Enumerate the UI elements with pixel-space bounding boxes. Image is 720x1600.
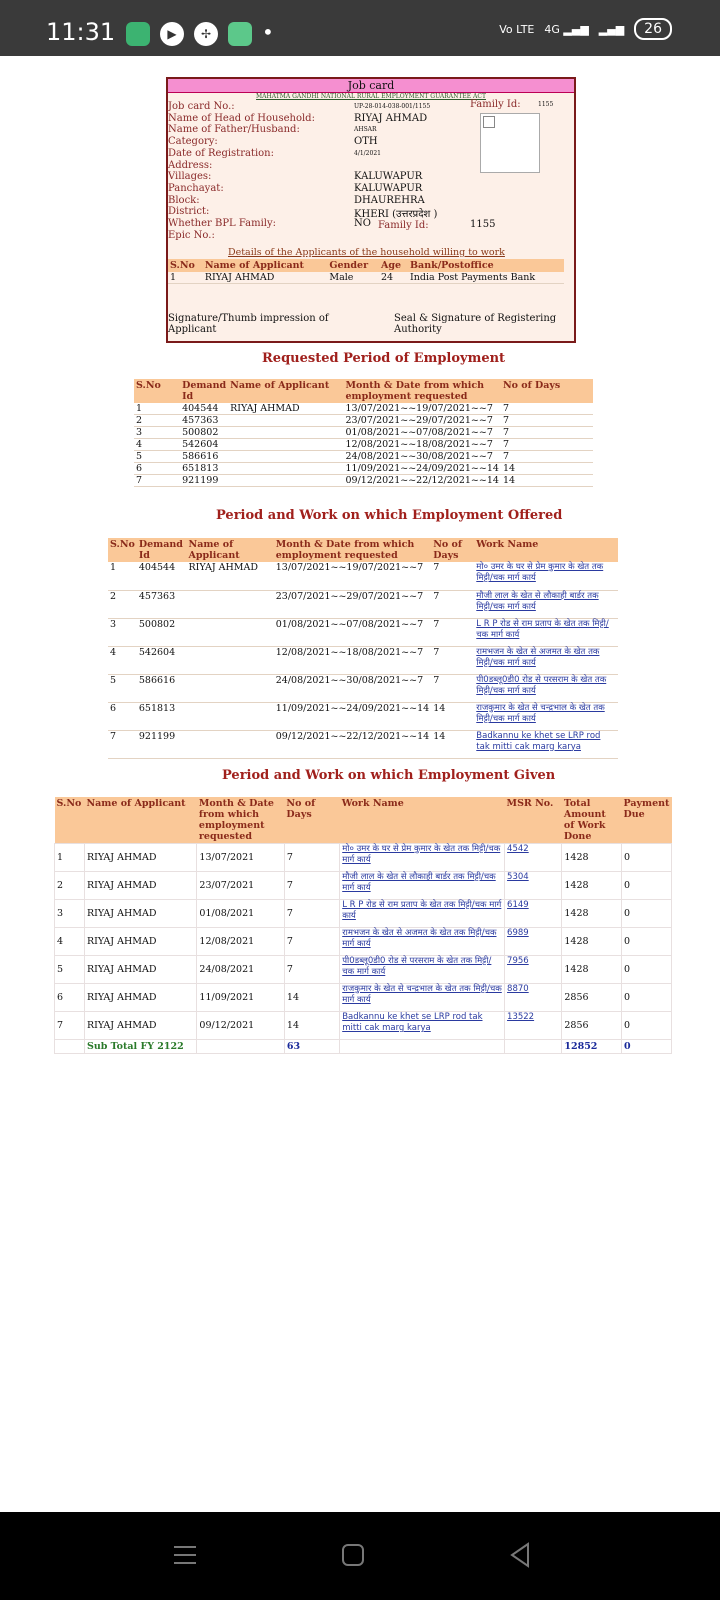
table-cell: 921199 <box>137 730 187 758</box>
table-cell: 0 <box>621 928 671 956</box>
status-time: 11:31 <box>46 18 116 46</box>
table-link[interactable]: L R P रोड से राम प्रताप के खेत तक मिट्टी/चक मार्ग कार्य <box>340 900 505 928</box>
table-cell: 2856 <box>562 984 622 1012</box>
table-cell: 12/08/2021~~18/08/2021~~7 <box>343 439 500 451</box>
table-link[interactable]: मौजी लाल के खेत से लौकाही बार्डर तक मिट्टी/चक मार्ग कार्य <box>474 590 618 618</box>
table-cell: RIYAJ AHMAD <box>203 272 328 284</box>
table-cell <box>228 463 343 475</box>
page-content <box>0 56 720 1512</box>
column-header: Work Name <box>474 538 618 562</box>
table-cell: RIYAJ AHMAD <box>84 900 196 928</box>
family-id-value: 1155 <box>538 101 554 108</box>
grid-icon: ✢ <box>194 22 218 46</box>
column-header: S.No <box>55 797 85 844</box>
table-cell: 3 <box>108 618 137 646</box>
column-header: S.No <box>108 538 137 562</box>
menu-icon[interactable] <box>170 1540 200 1570</box>
table-row <box>55 956 672 984</box>
family-id-label: Family Id: <box>470 99 521 110</box>
table-cell: 14 <box>501 463 593 475</box>
table-cell: 01/08/2021~~07/08/2021~~7 <box>343 427 500 439</box>
family-id-label-2: Family Id: <box>378 220 429 231</box>
subtotal-row <box>55 1040 672 1054</box>
table-cell: 14 <box>431 730 474 758</box>
signature-label: Signature/Thumb impression of Applicant <box>168 313 329 335</box>
column-header: S.No <box>134 379 180 403</box>
column-header: S.No <box>168 259 203 272</box>
table-link[interactable]: पी0डब्लू0डी0 रोड से परसराम के खेत तक मिट्टी/चक मार्ग कार्य <box>474 674 618 702</box>
table-row <box>55 928 672 956</box>
column-header: Payment Due <box>621 797 671 844</box>
table-cell: RIYAJ AHMAD <box>84 872 196 900</box>
table-cell: 7 <box>431 646 474 674</box>
field-value: NO <box>354 218 371 229</box>
table-cell: 7 <box>55 1012 85 1040</box>
table-cell: 7 <box>501 403 593 415</box>
table-cell: RIYAJ AHMAD <box>84 844 196 872</box>
table-cell: 24/08/2021~~30/08/2021~~7 <box>343 451 500 463</box>
table-row <box>134 403 593 415</box>
status-bar <box>0 0 720 56</box>
family-id-value-2: 1155 <box>470 219 496 230</box>
table-cell: RIYAJ AHMAD <box>84 984 196 1012</box>
table-cell: 7 <box>431 674 474 702</box>
table-cell <box>228 427 343 439</box>
table-cell: 7 <box>284 872 339 900</box>
table-cell: 7 <box>431 590 474 618</box>
field-label: Name of Head of Household: <box>168 112 315 124</box>
column-header: Demand Id <box>137 538 187 562</box>
field-value: 4/1/2021 <box>354 149 381 157</box>
offered-title: Period and Work on which Employment Offered <box>216 508 563 523</box>
table-cell <box>187 618 274 646</box>
table-link[interactable]: रामभजन के खेत से अजमत के खेत तक मिट्टी/चक मार्ग कार्य <box>340 928 505 956</box>
table-cell: 1428 <box>562 900 622 928</box>
table-cell: 5 <box>55 956 85 984</box>
table-cell: RIYAJ AHMAD <box>84 956 196 984</box>
table-cell: 23/07/2021 <box>197 872 285 900</box>
table-row <box>108 618 618 646</box>
signal-2-icon: ▂▄▆ <box>598 22 625 36</box>
table-cell: 2856 <box>562 1012 622 1040</box>
table-cell: 0 <box>621 872 671 900</box>
table-cell: 7 <box>501 439 593 451</box>
applicants-heading: Details of the Applicants of the household willing to work <box>228 247 505 258</box>
field-label: Date of Registration: <box>168 147 274 159</box>
table-cell: 7 <box>284 900 339 928</box>
table-cell: 09/12/2021~~22/12/2021~~14 <box>345 475 499 486</box>
table-cell: 5 <box>108 674 137 702</box>
table-cell: RIYAJ AHMAD <box>187 562 274 590</box>
job-card-subtitle: MAHATMA GANDHI NATIONAL RURAL EMPLOYMENT GUARANTEE ACT <box>256 93 486 100</box>
field-label: Address: <box>168 159 213 171</box>
table-cell: 7 <box>284 956 339 984</box>
table-cell: 0 <box>621 900 671 928</box>
column-header: Month & Date from which employment requested <box>197 797 285 844</box>
table-row <box>108 590 618 618</box>
table-cell: India Post Payments Bank <box>408 272 564 284</box>
table-cell: 12/08/2021 <box>197 928 285 956</box>
table-link[interactable]: राजकुमार के खेत से चन्द्रभाल के खेत तक मिट्टी/चक मार्ग कार्य <box>474 702 618 730</box>
table-cell: 4 <box>55 928 85 956</box>
field-label: Name of Father/Husband: <box>168 124 300 136</box>
column-header: Month & Date from which employment requested <box>274 538 431 562</box>
table-row <box>55 900 672 928</box>
table-cell: 7 <box>431 618 474 646</box>
table-cell: 3 <box>55 900 85 928</box>
table-cell: 0 <box>621 956 671 984</box>
table-link[interactable]: मो० उमर के घर से प्रेम कुमार के खेत तक मिट्टी/चक मार्ग कार्य <box>340 844 505 872</box>
table-link[interactable]: 6149 <box>505 900 562 928</box>
column-header: Total Amount of Work Done <box>562 797 622 844</box>
given-table <box>54 797 672 1054</box>
table-cell: 2 <box>108 590 137 618</box>
table-cell: 7 <box>284 928 339 956</box>
table-row <box>108 674 618 702</box>
table-row <box>108 702 618 730</box>
field-value: KHERI (उत्तरप्रदेश ) <box>354 209 438 221</box>
table-cell: 651813 <box>180 463 228 475</box>
table-cell <box>187 702 274 730</box>
table-link[interactable]: 13522 <box>505 1012 562 1040</box>
table-cell: 11/09/2021~~24/09/2021~~14 <box>345 463 499 474</box>
table-cell: 457363 <box>137 590 187 618</box>
home-icon[interactable] <box>338 1540 368 1570</box>
field-value: KALUWAPUR <box>354 182 423 194</box>
table-cell: RIYAJ AHMAD <box>228 403 343 415</box>
table-cell: 7 <box>501 415 593 427</box>
column-header: Gender <box>327 259 379 272</box>
table-cell <box>55 1040 85 1054</box>
job-card <box>166 77 576 343</box>
table-cell: RIYAJ AHMAD <box>84 928 196 956</box>
table-cell: 01/08/2021~~07/08/2021~~7 <box>274 618 431 646</box>
table-cell: 5 <box>134 451 180 463</box>
table-cell: 24/08/2021 <box>197 956 285 984</box>
broken-image-icon <box>483 116 495 128</box>
table-cell <box>228 439 343 451</box>
table-row <box>134 451 593 463</box>
signal-icon: 4G ▂▄▆ <box>544 22 589 36</box>
table-row <box>134 439 593 451</box>
table-cell <box>228 415 343 427</box>
column-header: Name of Applicant <box>84 797 196 844</box>
table-cell: 7 <box>284 844 339 872</box>
table-link[interactable]: 5304 <box>505 872 562 900</box>
seal-label: Seal & Signature of Registering Authority <box>394 313 557 335</box>
table-cell: 09/12/2021 <box>197 1012 285 1040</box>
table-link[interactable]: Badkannu ke khet se LRP rod tak mitti cak marg karya <box>340 1012 505 1040</box>
table-cell <box>187 674 274 702</box>
table-cell <box>197 1040 285 1054</box>
back-icon[interactable] <box>506 1540 536 1570</box>
field-label: District: <box>168 206 210 218</box>
table-cell <box>228 451 343 463</box>
table-cell: 0 <box>621 1012 671 1040</box>
field-value: KALUWAPUR <box>354 171 423 183</box>
table-cell: 1428 <box>562 844 622 872</box>
offered-table <box>108 538 618 759</box>
table-cell: 2 <box>55 872 85 900</box>
subtotal-label: Sub Total FY 2122 <box>84 1040 196 1054</box>
table-link[interactable]: मो० उमर के घर से प्रेम कुमार के खेत तक मिट्टी/चक मार्ग कार्य <box>474 562 618 590</box>
table-cell: 09/12/2021~~22/12/2021~~14 <box>274 730 431 758</box>
system-icons <box>499 18 672 40</box>
dot-icon: • <box>262 20 274 44</box>
table-cell: 500802 <box>137 618 187 646</box>
table-cell: 3 <box>134 427 180 439</box>
field-value: AHSAR <box>354 126 377 134</box>
table-cell: 1 <box>134 403 180 415</box>
navigation-bar <box>0 1512 720 1600</box>
table-cell: 404544 <box>137 562 187 590</box>
table-cell: 1 <box>55 844 85 872</box>
table-cell: 24/08/2021~~30/08/2021~~7 <box>274 674 431 702</box>
table-link[interactable]: L R P रोड से राम प्रताप के खेत तक मिट्टी/चक मार्ग कार्य <box>474 618 618 646</box>
subtotal-days: 63 <box>284 1040 339 1054</box>
table-cell: 457363 <box>180 415 228 427</box>
table-row <box>108 562 618 590</box>
signal-label: 4G <box>544 22 560 36</box>
subtotal-amount: 12852 <box>562 1040 622 1054</box>
table-row <box>55 1012 672 1040</box>
table-cell: 1428 <box>562 872 622 900</box>
table-link[interactable]: 4542 <box>505 844 562 872</box>
table-cell: 13/07/2021~~19/07/2021~~7 <box>274 562 431 590</box>
table-cell <box>187 590 274 618</box>
job-card-title: Job card <box>168 79 574 93</box>
table-cell: 500802 <box>180 427 228 439</box>
table-cell <box>228 475 343 487</box>
table-cell: 404544 <box>180 403 228 415</box>
table-cell: 14 <box>284 1012 339 1040</box>
column-header: Name of Applicant <box>228 379 343 403</box>
column-header: Bank/Postoffice <box>408 259 564 272</box>
table-cell <box>340 1040 505 1054</box>
app-icon <box>126 22 150 46</box>
table-cell: 2 <box>134 415 180 427</box>
table-row <box>134 415 593 427</box>
table-link[interactable]: रामभजन के खेत से अजमत के खेत तक मिट्टी/चक मार्ग कार्य <box>474 646 618 674</box>
table-link[interactable]: 6989 <box>505 928 562 956</box>
field-label: Job card No.: <box>168 101 235 112</box>
notification-icons <box>126 22 274 46</box>
requested-title: Requested Period of Employment <box>262 351 506 366</box>
table-cell: 13/07/2021 <box>197 844 285 872</box>
column-header: No of Days <box>284 797 339 844</box>
table-cell <box>187 730 274 758</box>
table-cell: 13/07/2021~~19/07/2021~~7 <box>343 403 500 415</box>
table-cell: 4 <box>134 439 180 451</box>
table-cell: 1428 <box>562 928 622 956</box>
applicants-table <box>168 259 564 284</box>
field-label: Category: <box>168 136 218 148</box>
battery-level: 26 <box>644 21 662 37</box>
table-cell: 24 <box>379 272 408 284</box>
field-label: Whether BPL Family: <box>168 218 276 229</box>
column-header: No of Days <box>501 379 593 403</box>
table-cell: 0 <box>621 984 671 1012</box>
table-link[interactable]: 8870 <box>505 984 562 1012</box>
table-cell: 7 <box>431 562 474 590</box>
table-cell: 14 <box>501 475 593 487</box>
table-row <box>108 646 618 674</box>
table-cell: 651813 <box>137 702 187 730</box>
table-cell: 542604 <box>180 439 228 451</box>
table-link[interactable]: 7956 <box>505 956 562 984</box>
table-cell: 7 <box>501 451 593 463</box>
table-cell: RIYAJ AHMAD <box>84 1012 196 1040</box>
column-header: Age <box>379 259 408 272</box>
table-cell: 6 <box>134 463 180 475</box>
table-cell: Male <box>327 272 379 284</box>
table-link[interactable]: मौजी लाल के खेत से लौकाही बार्डर तक मिट्टी/चक मार्ग कार्य <box>340 872 505 900</box>
table-cell: 1428 <box>562 956 622 984</box>
field-label: Panchayat: <box>168 182 224 194</box>
field-value: UP-28-014-038-001/1155 <box>354 103 431 110</box>
table-cell: 7 <box>134 475 180 487</box>
given-title: Period and Work on which Employment Given <box>222 768 556 783</box>
table-cell: 6 <box>55 984 85 1012</box>
table-cell: 14 <box>431 702 474 730</box>
table-cell: 7 <box>108 730 137 758</box>
table-cell: 7 <box>501 427 593 439</box>
table-cell: 01/08/2021 <box>197 900 285 928</box>
table-row <box>168 272 564 284</box>
field-label: Block: <box>168 194 200 206</box>
subtotal-due: 0 <box>621 1040 671 1054</box>
table-cell: 921199 <box>180 475 228 487</box>
table-cell: 14 <box>284 984 339 1012</box>
table-cell: 6 <box>108 702 137 730</box>
shop-icon <box>228 22 252 46</box>
column-header: No of Days <box>431 538 474 562</box>
table-cell: 1 <box>108 562 137 590</box>
table-cell: 586616 <box>180 451 228 463</box>
volte-label: Vo LTE <box>499 22 535 36</box>
column-header: Name of Applicant <box>187 538 274 562</box>
table-cell: 1 <box>168 272 203 284</box>
photo-placeholder <box>480 113 540 173</box>
column-header: Work Name <box>340 797 505 844</box>
battery-icon <box>634 18 672 40</box>
play-icon: ▶ <box>160 22 184 46</box>
field-label: Epic No.: <box>168 229 215 241</box>
table-cell: 4 <box>108 646 137 674</box>
requested-table <box>134 379 593 487</box>
table-row <box>134 427 593 439</box>
field-value: OTH <box>354 136 378 148</box>
table-row <box>134 463 593 475</box>
table-link[interactable]: पी0डब्लू0डी0 रोड से परसराम के खेत तक मिट्टी/चक मार्ग कार्य <box>340 956 505 984</box>
table-row <box>134 475 593 487</box>
column-header: Month & Date from which employment requested <box>343 379 500 403</box>
table-row <box>55 872 672 900</box>
column-header: MSR No. <box>505 797 562 844</box>
table-link[interactable]: Badkannu ke khet se LRP rod tak mitti cak marg karya <box>474 730 618 758</box>
column-header: Demand Id <box>182 380 227 402</box>
table-cell <box>187 646 274 674</box>
column-header: Name of Applicant <box>203 259 328 272</box>
table-cell: 12/08/2021~~18/08/2021~~7 <box>274 646 431 674</box>
field-value: DHAUREHRA <box>354 194 425 206</box>
field-value: RIYAJ AHMAD <box>354 112 428 124</box>
table-cell: 11/09/2021 <box>197 984 285 1012</box>
table-cell: 11/09/2021~~24/09/2021~~14 <box>274 702 431 730</box>
table-row <box>55 984 672 1012</box>
field-label: Villages: <box>168 171 212 183</box>
table-cell: 23/07/2021~~29/07/2021~~7 <box>274 590 431 618</box>
table-cell: 23/07/2021~~29/07/2021~~7 <box>343 415 500 427</box>
table-cell: 586616 <box>137 674 187 702</box>
table-cell <box>505 1040 562 1054</box>
table-row <box>55 844 672 872</box>
table-link[interactable]: राजकुमार के खेत से चन्द्रभाल के खेत तक मिट्टी/चक मार्ग कार्य <box>340 984 505 1012</box>
table-cell: 0 <box>621 844 671 872</box>
table-cell: 542604 <box>137 646 187 674</box>
table-row <box>108 730 618 758</box>
